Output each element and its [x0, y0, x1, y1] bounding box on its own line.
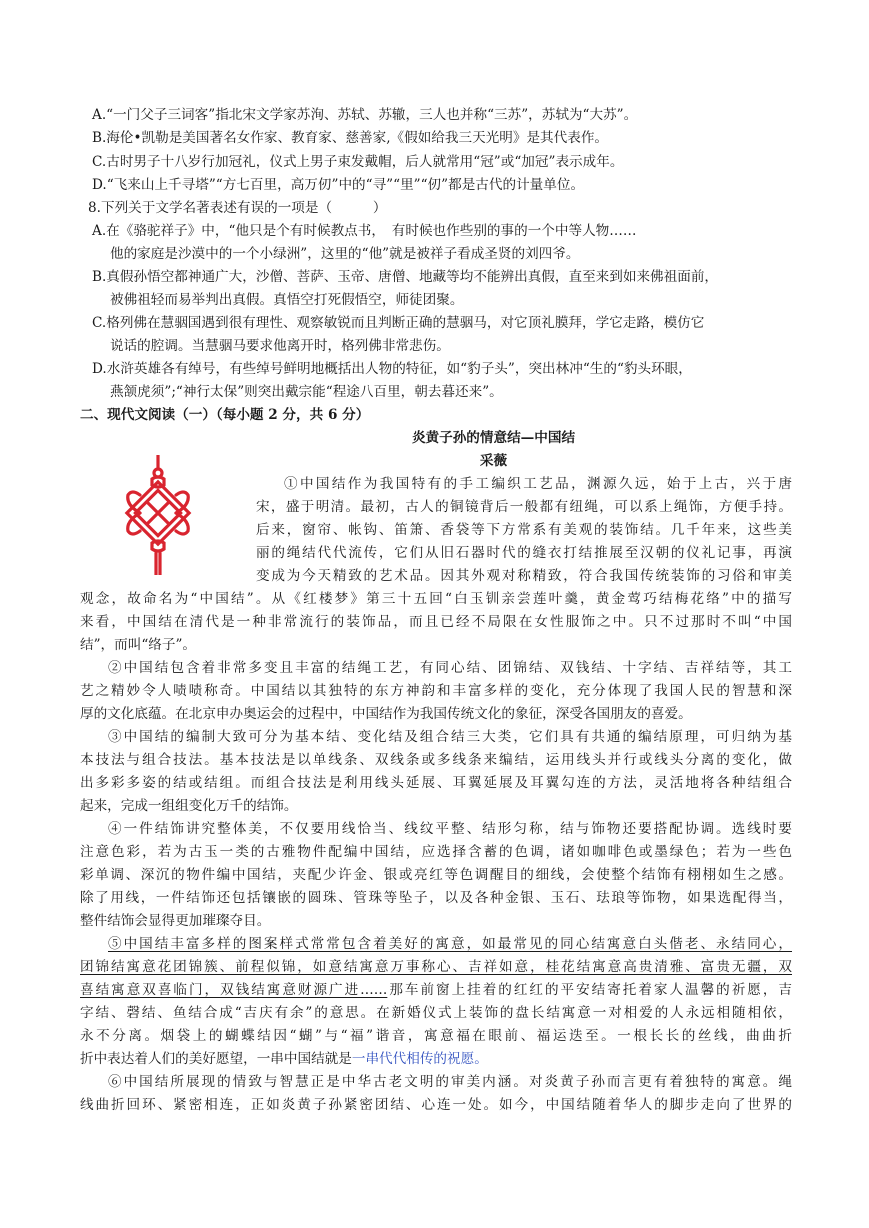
q7-option-b: B.海伦•凯勒是美国著名女作家、教育家、慈善家,《假如给我三天光明》是其代表作。	[92, 130, 609, 146]
q8-option-a-cont: 他的家庭是沙漠中的一个小绿洲”，这里的“他”就是被祥子看成圣贤的刘四爷。	[110, 246, 580, 262]
q8-option-d: D.水浒英雄各有绰号，有些绰号鲜明地概括出人物的特征，如“豹子头”，突出林冲“生的“豹头环眼，	[92, 361, 692, 377]
q7-option-a: A.“一门父子三词客”指北宋文学家苏洵、苏轼、苏辙，三人也并称“三苏”，苏轼为“大苏”。	[92, 107, 638, 123]
article-author: 采薇	[479, 453, 508, 469]
p3-line-1: ③中国结的编制大致可分为基本结、变化结及组合结三大类，它们具有共通的编结原理，可归纳为基	[108, 729, 792, 745]
p6-line-1: ⑥中国结所展现的情致与智慧正是中华古老文明的审美内涵。对炎黄子孙而言更有着独特的寓意。绳	[108, 1074, 792, 1090]
p5-line-1: ⑤中国结丰富多样的图案样式常常包含着美好的寓意，如最常见的同心结寓意白头偕老、永结同心，	[108, 936, 792, 952]
p5-line-6	[80, 1048, 792, 1070]
p5-line-6-text: 折中表达着人们的美好愿望，一串中国结就是	[80, 1051, 352, 1067]
p1-line-8: 结”，而叫“络子”。	[80, 637, 197, 653]
article-title: 炎黄子孙的情意结—中国结	[411, 430, 576, 446]
p1-line-5: 变成为今天精致的艺术品。因其外观对称精致，符合我国传统装饰的习俗和审美	[256, 568, 792, 584]
p4-line-5: 整件结饰会显得更加璀璨夺目。	[80, 913, 271, 929]
p1-line-1: ①中国结作为我国特有的手工编织工艺品，渊源久远，始于上古，兴于唐	[284, 476, 792, 492]
q8-option-b-cont: 被佛祖轻而易举判出真假。真悟空打死假悟空，师徒团聚。	[110, 292, 464, 308]
p5-line-6-highlight: 一串代代相传的祝愿。	[351, 1051, 488, 1067]
chinese-knot-image	[118, 455, 198, 575]
p1-line-6: 观念，故命名为“中国结”。从《红楼梦》第三十五回“白玉钏亲尝莲叶羹，黄金莺巧结梅花络”中的描写	[80, 591, 792, 607]
p5-line-2: 团锦结寓意花团锦簇、前程似锦，如意结寓意万事称心、吉祥如意，桂花结寓意高贵清雅、富贵无疆，双	[80, 959, 792, 975]
q7-option-c: C.古时男子十八岁行加冠礼，仪式上男子束发戴帽，后人就常用“冠”或“加冠”表示成年。	[92, 154, 624, 170]
q8-option-d-cont: 燕颔虎须”;“神行太保”则突出戴宗能“程途八百里，朝去暮还来”。	[110, 384, 503, 400]
p1-line-2: 宋，盛于明清。最初，古人的铜镜背后一般都有纽绳，可以系上绳饰，方便手持。	[256, 499, 792, 515]
p5-line-3	[80, 979, 792, 1001]
p1-line-3: 后来，窗帘、帐钩、笛箫、香袋等下方常系有美观的装饰结。几千年来，这些美	[256, 522, 792, 538]
p1-line-4: 丽的绳结代代流传，它们从旧石器时代的缝衣打结推展至汉朝的仪礼记事，再演	[256, 545, 792, 561]
q8-option-b: B.真假孙悟空都神通广大，沙僧、菩萨、玉帝、唐僧、地藏等均不能辨出真假，直至来到如来佛祖面前，	[92, 269, 719, 285]
p4-line-2: 注意色彩，若为古玉一类的古雅物件配编中国结，应选择含蓄的色调，诸如咖啡色或墨绿色；若为一些色	[80, 844, 792, 860]
q8-option-c-cont: 说话的腔调。当慧骃马要求他离开时，格列佛非常悲伤。	[110, 338, 450, 354]
p4-line-3: 彩单调、深沉的物件编中国结，夹配少许金、银或亮红等色调醒目的细线，会使整个结饰有栩栩如生之感。	[80, 867, 792, 883]
p6-line-2: 线曲折回环、紧密相连，正如炎黄子孙紧密团结、心连一处。如今，中国结随着华人的脚步走向了世界的	[80, 1097, 792, 1113]
p2-line-3: 厚的文化底蕴。在北京申办奥运会的过程中，中国结作为我国传统文化的象征，深受各国朋友的喜爱。	[80, 706, 692, 722]
p4-line-4: 除了用线，一件结饰还包括镶嵌的圆珠、管珠等坠子，以及各种金银、玉石、珐琅等饰物，如果选配得当，	[80, 890, 792, 906]
p3-line-4: 起来，完成一组组变化万千的结饰。	[80, 798, 298, 814]
q8-question: 8.下列关于文学名著表述有误的一项是（ ）	[88, 200, 387, 216]
q7-option-d: D.“飞来山上千寻塔”“方七百里，高万仞”中的“寻”“里”“仞”都是古代的计量单位。	[92, 177, 585, 193]
q8-option-c: C.格列佛在慧骃国遇到很有理性、观察敏锐而且判断正确的慧骃马，对它顶礼膜拜，学它走路，模仿它	[92, 315, 705, 331]
p2-line-2: 艺之精妙令人啧啧称奇。中国结以其独特的东方神韵和丰富多样的变化，充分体现了我国人民的智慧和深	[80, 683, 792, 699]
section-heading: 二、现代文阅读（一）（每小题 2 分，共 6 分）	[80, 407, 370, 423]
p3-line-3: 出多彩多姿的结或结组。而组合技法是利用线头延展、耳翼延展及耳翼勾连的方法，灵活地将各种结组合	[80, 775, 792, 791]
p5-line-5: 永不分离。烟袋上的蝴蝶结因“蝴”与“福”谐音，寓意福在眼前、福运迭至。一根长长的丝线，曲曲折	[80, 1028, 792, 1044]
p2-line-1: ②中国结包含着非常多变且丰富的结绳工艺，有同心结、团锦结、双钱结、十字结、吉祥结等，其工	[108, 660, 792, 676]
p1-line-7: 来看，中国结在清代是一种非常流行的装饰品，而且已经不局限在女性服饰之中。只不过那时不叫“中国	[80, 614, 792, 630]
p3-line-2: 本技法与组合技法。基本技法是以单线条、双线条或多线条来编结，运用线头并行或线头分离的变化，做	[80, 752, 792, 768]
p4-line-1: ④一件结饰讲究整体美，不仅要用线恰当、线纹平整、结形匀称，结与饰物还要搭配协调。选线时要	[108, 821, 792, 837]
p5-line-3-underlined: 喜结寓意双喜临门，双钱结寓意财源广进……	[80, 982, 388, 998]
p5-line-3-rest: 那车前窗上挂着的红红的平安结寄托着家人温馨的祈愿，吉	[387, 982, 793, 998]
p5-line-4: 字结、磬结、鱼结合成“吉庆有余”的意思。在新婚仪式上装饰的盘长结寓意一对相爱的人永远相随相依，	[80, 1005, 792, 1021]
q8-option-a: A.在《骆驼祥子》中，“他只是个有时候教点书， 有时候也作些别的事的一个中等人物……	[92, 223, 637, 239]
